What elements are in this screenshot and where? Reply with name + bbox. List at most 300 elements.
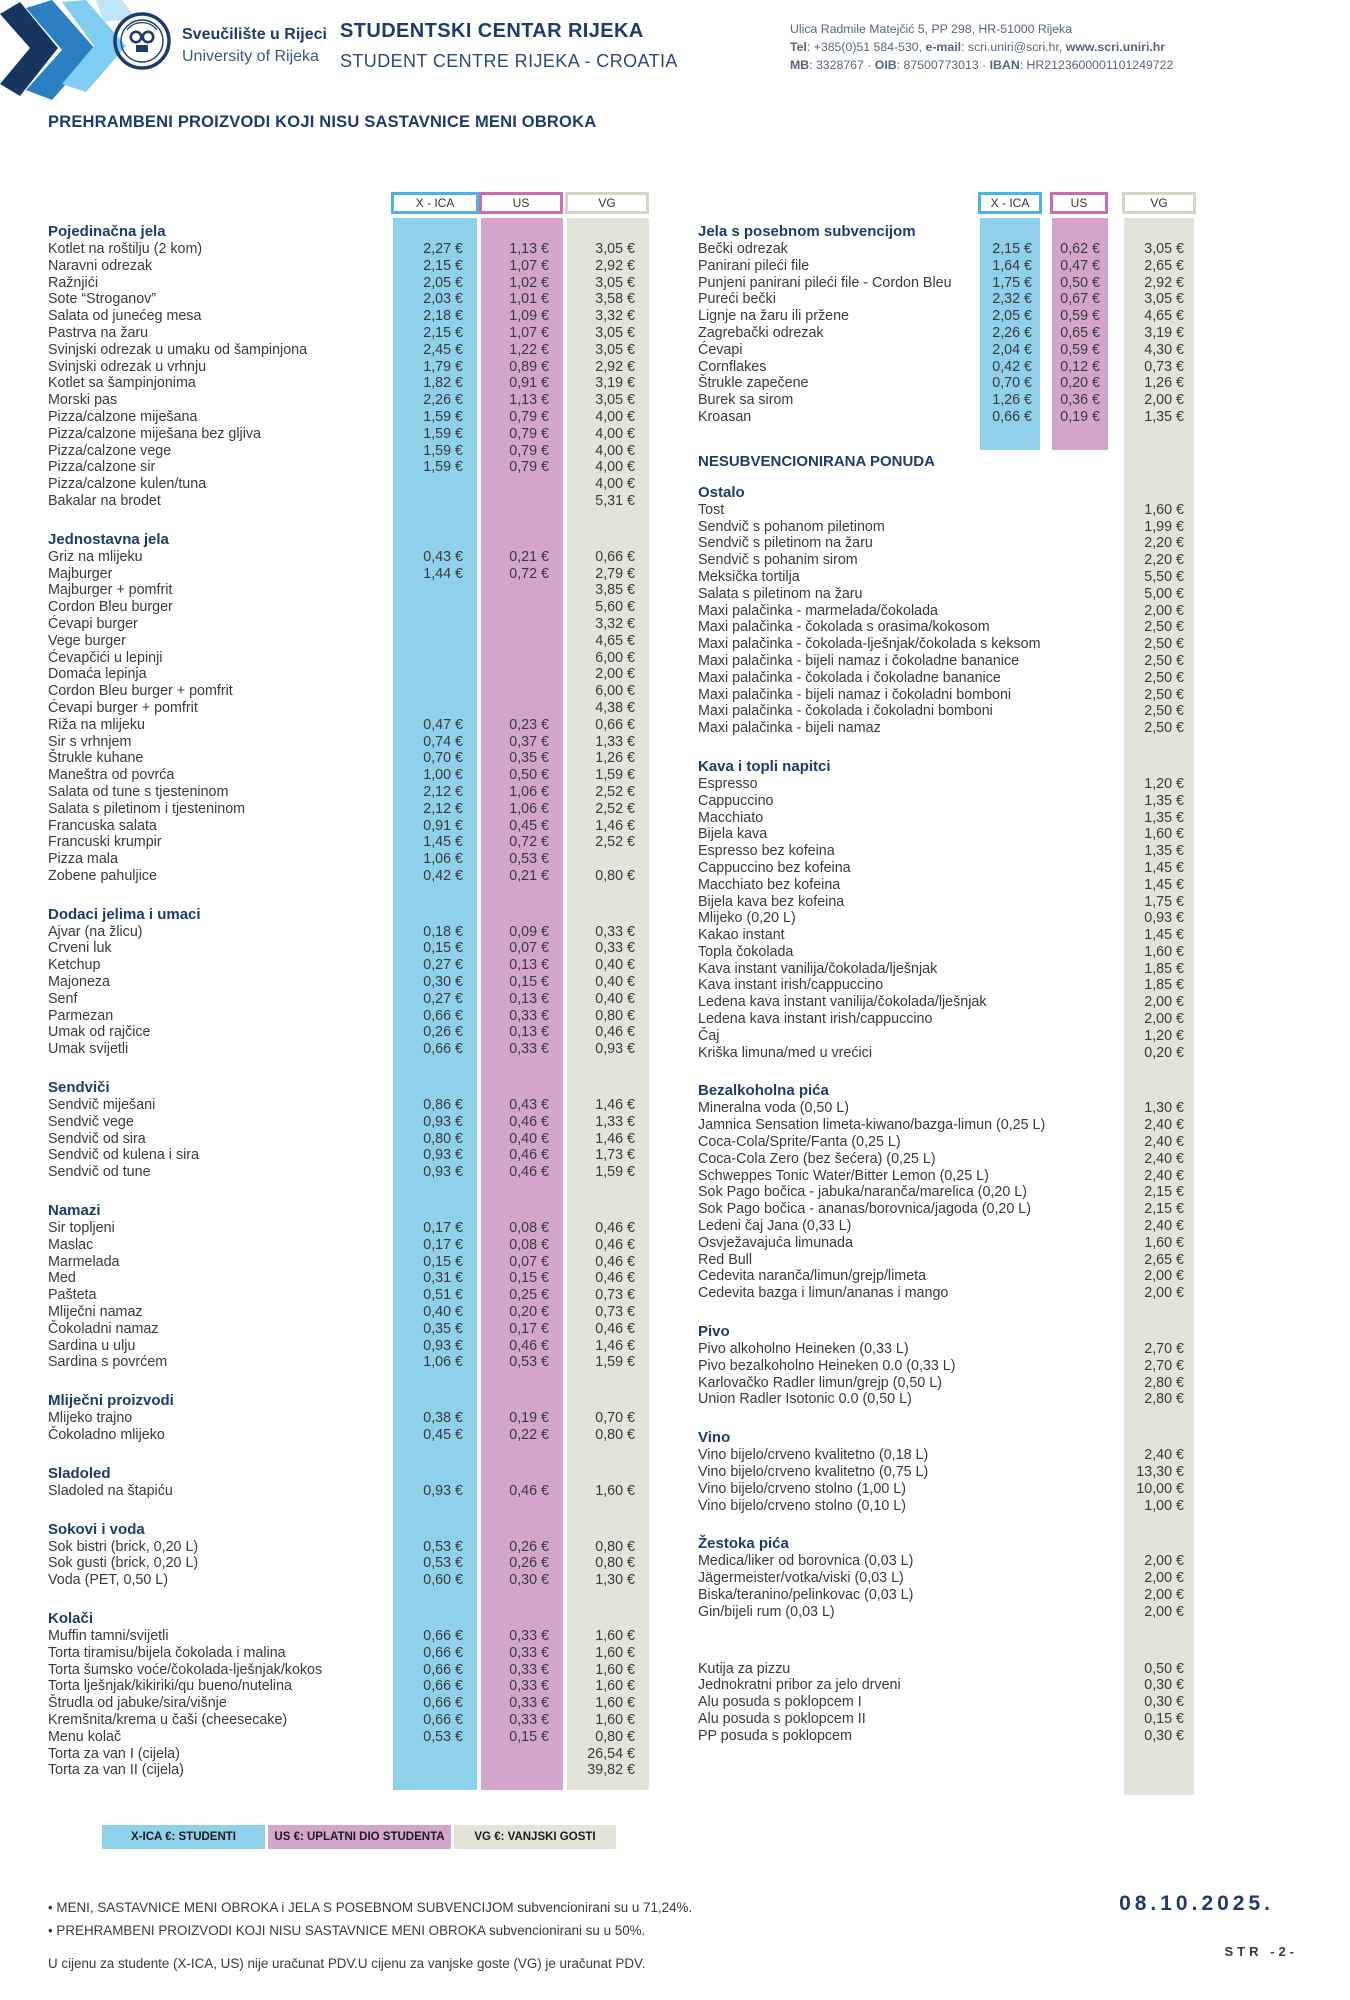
menu-item-row xyxy=(698,1341,1194,1358)
price-vg: 1,75 € xyxy=(1144,893,1184,910)
menu-item-row xyxy=(48,1287,649,1304)
menu-item-row xyxy=(698,325,1194,342)
price-xica: 0,26 € xyxy=(423,1024,463,1041)
price-xica: 0,27 € xyxy=(423,990,463,1007)
price-vg: 0,46 € xyxy=(595,1236,635,1253)
item-name: Pivo alkoholno Heineken (0,33 L) xyxy=(698,1341,909,1358)
item-name: Ledena kava instant irish/cappuccino xyxy=(698,1011,933,1028)
menu-item-row xyxy=(698,1728,1194,1745)
price-us: 0,33 € xyxy=(509,1644,549,1661)
price-vg: 2,92 € xyxy=(595,358,635,375)
menu-item-row xyxy=(48,784,649,801)
price-us: 0,37 € xyxy=(509,733,549,750)
price-vg: 6,00 € xyxy=(595,649,635,666)
menu-item-row xyxy=(48,924,649,941)
menu-item-row xyxy=(48,275,649,292)
price-vg: 10,00 € xyxy=(1136,1480,1184,1497)
price-xica: 2,15 € xyxy=(423,324,463,341)
menu-item-row xyxy=(48,1237,649,1254)
price-xica: 0,42 € xyxy=(992,358,1032,375)
item-name: Sardina s povrćem xyxy=(48,1354,168,1371)
item-name: Domaća lepinja xyxy=(48,666,147,683)
price-us: 0,45 € xyxy=(509,817,549,834)
price-us: 0,79 € xyxy=(509,408,549,425)
contact-segment: : +385(0)51 584-530, xyxy=(806,40,926,54)
price-us: 0,67 € xyxy=(1060,291,1100,308)
price-vg: 1,46 € xyxy=(595,1130,635,1147)
menu-item-row xyxy=(698,1184,1194,1201)
item-name: Alu posuda s poklopcem II xyxy=(698,1710,866,1727)
price-us: 1,01 € xyxy=(509,291,549,308)
item-name: Maxi palačinka - bijeli namaz xyxy=(698,720,881,737)
menu-item-row xyxy=(698,877,1194,894)
item-name: Torta lješnjak/kikiriki/qu bueno/nutelina xyxy=(48,1678,292,1695)
item-name: Ketchup xyxy=(48,957,101,974)
price-us: 0,09 € xyxy=(509,923,549,940)
price-vg: 1,60 € xyxy=(595,1482,635,1499)
price-vg: 1,46 € xyxy=(595,817,635,834)
price-us: 0,21 € xyxy=(509,867,549,884)
item-name: Griz na mlijeku xyxy=(48,548,143,565)
price-xica: 0,30 € xyxy=(423,974,463,991)
price-vg: 2,50 € xyxy=(1144,636,1184,653)
item-name: Macchiato xyxy=(698,809,764,826)
menu-item-row xyxy=(48,700,649,717)
item-name: Cordon Bleu burger + pomfrit xyxy=(48,683,233,700)
item-name: Coca-Cola/Sprite/Fanta (0,25 L) xyxy=(698,1134,901,1151)
section-heading: Jednostavna jela xyxy=(48,530,169,548)
menu-item-row xyxy=(48,1695,649,1712)
item-name: Vino bijelo/crveno stolno (0,10 L) xyxy=(698,1497,906,1514)
price-vg: 0,33 € xyxy=(595,940,635,957)
price-xica: 0,42 € xyxy=(423,867,463,884)
menu-item-row xyxy=(698,977,1194,994)
legend-xica: X-ICA €: STUDENTI xyxy=(102,1825,265,1849)
price-us: 0,08 € xyxy=(509,1236,549,1253)
menu-item-row xyxy=(48,767,649,784)
price-xica: 0,40 € xyxy=(423,1304,463,1321)
price-xica: 0,45 € xyxy=(423,1427,463,1444)
menu-item-row xyxy=(48,342,649,359)
section-heading: Kava i topli napitci xyxy=(698,757,831,775)
item-name: Kotlet na roštilju (2 kom) xyxy=(48,241,203,257)
price-us: 0,20 € xyxy=(509,1304,549,1321)
menu-item-row xyxy=(48,1254,649,1271)
price-vg: 2,65 € xyxy=(1144,1251,1184,1268)
price-us: 0,08 € xyxy=(509,1220,549,1237)
price-vg: 4,00 € xyxy=(595,442,635,459)
menu-item-row xyxy=(48,868,649,885)
price-xica: 1,82 € xyxy=(423,375,463,392)
price-vg: 0,30 € xyxy=(1144,1677,1184,1694)
price-vg: 0,30 € xyxy=(1144,1727,1184,1744)
price-us: 0,33 € xyxy=(509,1661,549,1678)
price-us: 0,30 € xyxy=(509,1572,549,1589)
price-vg: 1,60 € xyxy=(1144,826,1184,843)
price-vg: 0,66 € xyxy=(595,716,635,733)
section-heading: Jela s posebnom subvencijom xyxy=(698,223,916,240)
price-vg: 2,00 € xyxy=(1144,602,1184,619)
price-vg: 1,45 € xyxy=(1144,859,1184,876)
menu-item-row xyxy=(698,793,1194,810)
section-heading: Sladoled xyxy=(48,1464,111,1482)
price-xica: 1,59 € xyxy=(423,425,463,442)
section-spacer xyxy=(698,1621,1194,1661)
price-vg: 1,60 € xyxy=(1144,943,1184,960)
price-us: 0,26 € xyxy=(509,1538,549,1555)
price-us: 0,79 € xyxy=(509,459,549,476)
menu-item-row xyxy=(698,603,1194,620)
price-vg: 2,00 € xyxy=(1144,1553,1184,1570)
menu-item-row xyxy=(698,1117,1194,1134)
price-vg: 39,82 € xyxy=(587,1762,635,1779)
price-vg: 26,54 € xyxy=(587,1745,635,1762)
menu-item-row xyxy=(48,1114,649,1131)
price-xica: 1,26 € xyxy=(992,392,1032,409)
menu-item-row xyxy=(698,703,1194,720)
item-name: Pizza/calzone vege xyxy=(48,442,172,459)
price-vg: 2,50 € xyxy=(1144,619,1184,636)
price-vg: 3,05 € xyxy=(595,324,635,341)
item-name: Cappuccino xyxy=(698,792,774,809)
menu-item-row xyxy=(698,1358,1194,1375)
menu-item-row xyxy=(698,258,1194,275)
menu-item-row xyxy=(48,991,649,1008)
price-vg: 0,46 € xyxy=(595,1220,635,1237)
price-us: 0,25 € xyxy=(509,1287,549,1304)
menu-item-row xyxy=(48,1678,649,1695)
price-us: 0,46 € xyxy=(509,1164,549,1181)
menu-item-row xyxy=(48,801,649,818)
price-xica: 0,66 € xyxy=(423,1661,463,1678)
item-name: Maxi palačinka - čokolada i čokoladni bomboni xyxy=(698,703,993,720)
price-vg: 5,50 € xyxy=(1144,568,1184,585)
item-name: Sendvič s piletinom na žaru xyxy=(698,535,873,552)
item-name: Coca-Cola Zero (bez šećera) (0,25 L) xyxy=(698,1150,936,1167)
item-name: Ledena kava instant vanilija/čokolada/lješnjak xyxy=(698,994,987,1011)
price-vg: 2,00 € xyxy=(1144,1570,1184,1587)
item-name: Sendvič od sira xyxy=(48,1130,146,1147)
price-us: 0,89 € xyxy=(509,358,549,375)
price-vg: 1,20 € xyxy=(1144,775,1184,792)
contact-segment: www.scri.uniri.hr xyxy=(1065,40,1166,54)
menu-item-row xyxy=(698,927,1194,944)
price-us: 1,07 € xyxy=(509,257,549,274)
footer-bullet-1: • MENI, SASTAVNICE MENI OBROKA i JELA S POSEBNOM SUBVENCIJOM subvencionirani su u 71,24%. xyxy=(48,1900,693,1915)
item-name: Štrukle kuhane xyxy=(48,750,144,767)
price-vg: 0,80 € xyxy=(595,1007,635,1024)
section-heading: Ostalo xyxy=(698,483,745,501)
price-xica: 0,70 € xyxy=(423,750,463,767)
price-xica: 2,05 € xyxy=(992,308,1032,325)
price-us: 0,72 € xyxy=(509,565,549,582)
price-us: 0,33 € xyxy=(509,1695,549,1712)
price-xica: 0,93 € xyxy=(423,1147,463,1164)
item-name: Maxi palačinka - bijeli namaz i čokoladne bananice xyxy=(698,652,1020,669)
price-us: 1,07 € xyxy=(509,324,549,341)
price-xica: 2,27 € xyxy=(423,241,463,257)
price-us: 1,06 € xyxy=(509,800,549,817)
item-name: Cappuccino bez kofeina xyxy=(698,859,851,876)
item-name: Bijela kava xyxy=(698,826,768,843)
price-vg: 0,50 € xyxy=(1144,1660,1184,1677)
item-name: Parmezan xyxy=(48,1007,114,1024)
price-vg: 2,00 € xyxy=(1144,392,1184,409)
item-name: Kotlet sa šampinjonima xyxy=(48,375,196,392)
item-name: Francuski krumpir xyxy=(48,834,162,851)
price-vg: 2,40 € xyxy=(1144,1447,1184,1464)
item-name: Med xyxy=(48,1270,76,1287)
price-vg: 0,46 € xyxy=(595,1024,635,1041)
item-name: Riža na mlijeku xyxy=(48,716,145,733)
menu-item-row xyxy=(698,1464,1194,1481)
price-vg: 2,00 € xyxy=(1144,1268,1184,1285)
item-name: Umak od rajčice xyxy=(48,1024,151,1041)
item-name: Kakao instant xyxy=(698,927,785,944)
item-name: Mlijeko (0,20 L) xyxy=(698,910,796,927)
price-xica: 2,12 € xyxy=(423,800,463,817)
item-name: Osvježavajuća limunada xyxy=(698,1234,853,1251)
price-vg: 1,60 € xyxy=(595,1711,635,1728)
price-vg: 1,59 € xyxy=(595,1164,635,1181)
menu-item-row xyxy=(48,549,649,566)
contact-info xyxy=(790,20,1330,74)
menu-item-row xyxy=(698,687,1194,704)
price-xica: 0,51 € xyxy=(423,1287,463,1304)
price-xica: 0,70 € xyxy=(992,375,1032,392)
item-name: Union Radler Isotonic 0.0 (0,50 L) xyxy=(698,1391,912,1408)
menu-item-row xyxy=(698,1694,1194,1711)
price-us: 0,33 € xyxy=(509,1711,549,1728)
price-vg: 2,00 € xyxy=(1144,1603,1184,1620)
price-xica: 0,60 € xyxy=(423,1572,463,1589)
price-vg: 0,15 € xyxy=(1144,1710,1184,1727)
item-name: Štrudla od jabuke/sira/višnje xyxy=(48,1695,227,1712)
price-vg: 0,40 € xyxy=(595,974,635,991)
price-vg: 2,15 € xyxy=(1144,1184,1184,1201)
item-name: Cedevita bazga i limun/ananas i mango xyxy=(698,1285,949,1302)
item-name: Alu posuda s poklopcem I xyxy=(698,1694,862,1711)
price-vg: 2,15 € xyxy=(1144,1201,1184,1218)
menu-item-row xyxy=(48,258,649,275)
price-vg: 3,19 € xyxy=(1144,324,1184,341)
price-vg: 2,50 € xyxy=(1144,703,1184,720)
price-vg: 0,80 € xyxy=(595,1555,635,1572)
price-xica: 0,27 € xyxy=(423,957,463,974)
section-heading: Namazi xyxy=(48,1202,101,1220)
center-name-hr: STUDENTSKI CENTAR RIJEKA xyxy=(340,20,644,42)
price-vg: 0,20 € xyxy=(1144,1044,1184,1061)
menu-item-row xyxy=(698,375,1194,392)
menu-item-row xyxy=(698,1134,1194,1151)
page-title: PREHRAMBENI PROIZVODI KOJI NISU SASTAVNICE MENI OBROKA xyxy=(48,113,597,131)
university-seal-logo xyxy=(113,12,171,75)
menu-item-row xyxy=(698,843,1194,860)
price-xica: 2,18 € xyxy=(423,308,463,325)
menu-item-row xyxy=(698,359,1194,376)
price-us: 0,46 € xyxy=(509,1147,549,1164)
price-xica: 0,15 € xyxy=(423,940,463,957)
price-xica: 1,75 € xyxy=(992,274,1032,291)
price-vg: 1,26 € xyxy=(1144,375,1184,392)
item-name: Pureći bečki xyxy=(698,291,776,308)
item-name: Burek sa sirom xyxy=(698,392,794,409)
menu-item-row xyxy=(698,502,1194,519)
menu-item-row xyxy=(48,599,649,616)
price-vg: 1,46 € xyxy=(595,1337,635,1354)
menu-item-row xyxy=(48,1041,649,1058)
price-vg: 4,00 € xyxy=(595,408,635,425)
menu-item-row xyxy=(698,1151,1194,1168)
menu-item-row xyxy=(698,342,1194,359)
price-us: 0,35 € xyxy=(509,750,549,767)
menu-item-row xyxy=(48,1712,649,1729)
menu-item-row xyxy=(698,1218,1194,1235)
price-vg: 1,60 € xyxy=(595,1695,635,1712)
menu-item-row xyxy=(698,1587,1194,1604)
price-vg: 3,05 € xyxy=(1144,241,1184,257)
menu-item-row xyxy=(48,650,649,667)
menu-item-row xyxy=(48,476,649,493)
price-vg: 1,59 € xyxy=(595,767,635,784)
price-vg: 3,05 € xyxy=(595,241,635,257)
price-us: 0,12 € xyxy=(1060,358,1100,375)
price-us: 0,19 € xyxy=(1060,408,1100,425)
column-header-vg-left: VG xyxy=(565,192,649,214)
contact-segment: Tel xyxy=(790,40,807,54)
price-vg: 0,73 € xyxy=(595,1304,635,1321)
menu-item-row xyxy=(698,1391,1194,1408)
menu-item-row xyxy=(698,1447,1194,1464)
column-header-us-left: US xyxy=(479,192,563,214)
menu-item-row xyxy=(48,957,649,974)
menu-item-row xyxy=(698,1285,1194,1302)
price-vg: 3,85 € xyxy=(595,582,635,599)
price-vg: 2,70 € xyxy=(1144,1357,1184,1374)
item-name: Sendvič od tune xyxy=(48,1164,151,1181)
item-name: Salata s piletinom na žaru xyxy=(698,585,863,602)
price-us: 0,91 € xyxy=(509,375,549,392)
price-us: 0,59 € xyxy=(1060,341,1100,358)
item-name: Ledeni čaj Jana (0,33 L) xyxy=(698,1218,852,1235)
menu-item-row xyxy=(48,375,649,392)
item-name: Senf xyxy=(48,990,78,1007)
price-vg: 2,65 € xyxy=(1144,257,1184,274)
item-name: Sir s vrhnjem xyxy=(48,733,132,750)
price-xica: 1,64 € xyxy=(992,257,1032,274)
price-us: 0,65 € xyxy=(1060,324,1100,341)
item-name: Lignje na žaru ili pržene xyxy=(698,308,850,325)
price-vg: 2,92 € xyxy=(1144,274,1184,291)
right-column xyxy=(698,220,1194,1745)
menu-item-row xyxy=(48,818,649,835)
item-name: Jamnica Sensation limeta-kiwano/bazga-limun (0,25 L) xyxy=(698,1117,1046,1134)
menu-item-row xyxy=(698,586,1194,603)
price-us: 0,20 € xyxy=(1060,375,1100,392)
item-name: Majburger xyxy=(48,565,113,582)
price-vg: 0,80 € xyxy=(595,867,635,884)
item-name: Ražnjići xyxy=(48,274,99,291)
price-vg: 1,20 € xyxy=(1144,1027,1184,1044)
section-heading: Vino xyxy=(698,1429,731,1447)
contact-segment: : scri.uniri@scri.hr, xyxy=(961,40,1066,54)
item-name: Štrukle zapečene xyxy=(698,375,809,392)
price-vg: 2,50 € xyxy=(1144,720,1184,737)
item-name: Maneštra od povrća xyxy=(48,767,175,784)
item-name: Mliječni namaz xyxy=(48,1304,143,1321)
item-name: Jednokratni pribor za jelo drveni xyxy=(698,1677,901,1694)
price-vg: 1,35 € xyxy=(1144,792,1184,809)
price-vg: 4,38 € xyxy=(595,699,635,716)
price-vg: 2,50 € xyxy=(1144,652,1184,669)
menu-item-row xyxy=(48,493,649,510)
price-vg: 1,35 € xyxy=(1144,408,1184,425)
menu-item-row xyxy=(698,1481,1194,1498)
price-vg: 1,45 € xyxy=(1144,876,1184,893)
price-us: 0,46 € xyxy=(509,1482,549,1499)
price-us: 1,22 € xyxy=(509,341,549,358)
item-name: Biska/teranino/pelinkovac (0,03 L) xyxy=(698,1587,914,1603)
item-name: Sir topljeni xyxy=(48,1220,115,1237)
price-vg: 1,85 € xyxy=(1144,977,1184,994)
contact-segment: e-mail xyxy=(925,40,962,54)
contact-segment: : 87500773013 · xyxy=(896,58,990,72)
item-name: Ćevapi burger xyxy=(48,615,138,632)
price-vg: 3,58 € xyxy=(595,291,635,308)
menu-item-row xyxy=(48,1164,649,1181)
section-heading: Sendviči xyxy=(48,1079,110,1097)
price-us: 0,43 € xyxy=(509,1097,549,1114)
item-name: Čokoladno mlijeko xyxy=(48,1427,165,1444)
menu-item-row xyxy=(48,566,649,583)
menu-item-row xyxy=(698,392,1194,409)
price-xica: 0,17 € xyxy=(423,1220,463,1237)
price-xica: 2,26 € xyxy=(992,324,1032,341)
price-vg: 2,40 € xyxy=(1144,1150,1184,1167)
price-vg: 0,30 € xyxy=(1144,1694,1184,1711)
menu-item-row xyxy=(698,1498,1194,1515)
price-xica: 0,47 € xyxy=(423,716,463,733)
price-vg: 0,93 € xyxy=(595,1041,635,1058)
menu-item-row xyxy=(698,1661,1194,1678)
item-name: Cedevita naranča/limun/grejp/limeta xyxy=(698,1268,927,1285)
item-name: Vino bijelo/crveno stolno (1,00 L) xyxy=(698,1480,906,1497)
price-xica: 0,66 € xyxy=(423,1628,463,1644)
university-name-hr: Sveučilište u Rijeci xyxy=(182,26,327,43)
item-name: Kroasan xyxy=(698,408,752,425)
price-xica: 0,66 € xyxy=(423,1644,463,1661)
price-vg: 2,20 € xyxy=(1144,535,1184,552)
price-us: 0,36 € xyxy=(1060,392,1100,409)
menu-item-row xyxy=(48,1321,649,1338)
item-name: Bakalar na brodet xyxy=(48,492,161,509)
menu-item-row xyxy=(698,1028,1194,1045)
column-header-vg-right: VG xyxy=(1122,192,1196,214)
price-vg: 2,50 € xyxy=(1144,686,1184,703)
price-vg: 1,33 € xyxy=(595,1113,635,1130)
center-name-block xyxy=(340,20,678,72)
price-xica: 2,12 € xyxy=(423,783,463,800)
menu-item-row xyxy=(48,1131,649,1148)
menu-item-row xyxy=(48,974,649,991)
section-heading: Žestoka pića xyxy=(698,1535,789,1553)
item-name: Sendvič od kulena i sira xyxy=(48,1147,199,1164)
menu-item-row xyxy=(698,1045,1194,1062)
price-xica: 0,35 € xyxy=(423,1320,463,1337)
item-name: Bečki odrezak xyxy=(698,241,788,257)
menu-item-row xyxy=(48,1555,649,1572)
menu-item-row xyxy=(698,961,1194,978)
